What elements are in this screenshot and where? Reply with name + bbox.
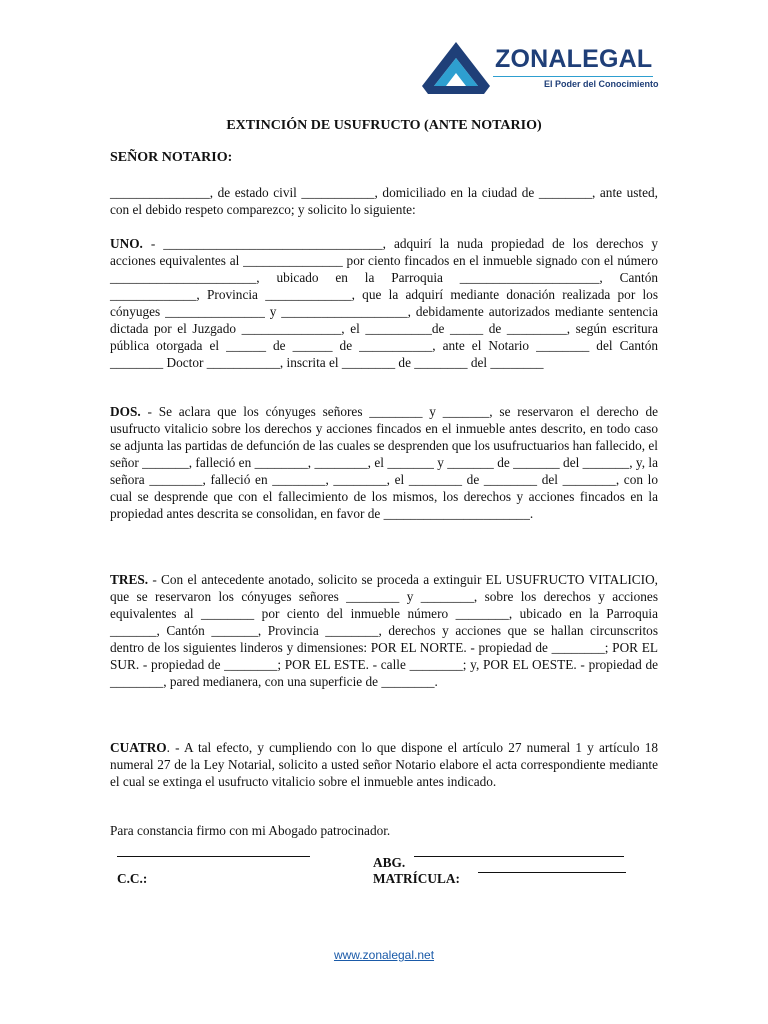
clause-text: - Se aclara que los cónyuges señores ________ y _______, se reservaron el derecho de usufructo vitalicio sobre los derechos y acciones fincados en el inmueble antes descrito, en todo caso se adjunta las partidas de defunción de las cuales se desprenden que los usufructuarios han fallecido, el señor _______, falleció en ________, ________, el _______ y _______ de _______ del _______, y, la señora ________, falleció en ________, ________, el ________ de ________ del ________, con lo cual se desprende que con el fallecimiento de los mismos, los derechos y acciones fincados en la propiedad antes descrita se consolidan, en favor de ______________________. bbox=[110, 404, 658, 521]
zonalegal-logo bbox=[420, 40, 660, 96]
zonalegal-mountain-logo-icon bbox=[420, 40, 492, 96]
brand-slogan: El Poder del Conocimiento bbox=[544, 79, 659, 89]
clause-text: - Con el antecedente anotado, solicito se proceda a extinguir EL USUFRUCTO VITALICIO, que se reservaron los cónyuges señores ________ y ________, sobre los derechos y acciones equivalentes al ________ por ciento del inmueble número ________, ubicado en la Parroquia _______, Cantón _______, Provincia ________, derechos y acciones que se hallan circunscritos dentro de los siguientes linderos y dimensiones: POR EL NORTE. - propiedad de ________; POR EL SUR. - propiedad de ________; POR EL ESTE. - calle ________; y, POR EL OESTE. - propiedad de ________, pared medianera, con una superficie de ________. bbox=[110, 572, 658, 689]
closing-line: Para constancia firmo con mi Abogado patrocinador. bbox=[110, 823, 391, 838]
salutation: SEÑOR NOTARIO: bbox=[110, 150, 233, 165]
matricula-label: MATRÍCULA: bbox=[373, 871, 460, 886]
clause-label: TRES. bbox=[110, 572, 149, 587]
lawyer-signature-line bbox=[414, 856, 624, 857]
clause-uno bbox=[110, 235, 658, 371]
cc-label: C.C.: bbox=[117, 871, 148, 886]
brand-name: ZONALEGAL bbox=[495, 45, 653, 73]
clause-cuatro bbox=[110, 739, 658, 790]
matricula-line bbox=[478, 872, 626, 873]
footer-website-link[interactable]: www.zonalegal.net bbox=[333, 948, 435, 962]
clause-text: . - A tal efecto, y cumpliendo con lo que dispone el artículo 27 numeral 1 y artículo 18 numeral 27 de la Ley Notarial, solicito a usted señor Notario elabore el acta correspondiente mediante el cual se extinga el usufructo vitalicio sobre el inmueble antes indicado. bbox=[110, 740, 658, 789]
clause-text: - _________________________________, adquirí la nuda propiedad de los derechos y acciones equivalentes al _______________ por ciento fincados en el inmueble signado con el número ______________________, ubicado en la Parroquia _____________________, Cantón _____________, Provincia _____________, que la adquirí mediante donación realizada por los cónyuges _______________ y ___________________, debidamente autorizados mediante sentencia dictada por el Juzgado _______________, el __________de _____ de _________, según escritura pública otorgada el ______ de ______ de ___________, ante el Notario ________ del Cantón ________ Doctor ___________, inscrita el ________ de ________ del ________ bbox=[110, 236, 658, 370]
clause-label: UNO. bbox=[110, 236, 143, 251]
abg-label: ABG. bbox=[373, 855, 406, 870]
clause-dos bbox=[110, 403, 658, 522]
client-signature-line bbox=[117, 856, 310, 857]
intro-paragraph: _______________, de estado civil ___________, domiciliado en la ciudad de ________, ante usted, con el debido respeto comparezco; y solicito lo siguiente: bbox=[110, 185, 658, 217]
clause-label: DOS. bbox=[110, 404, 141, 419]
clause-tres bbox=[110, 571, 658, 690]
document-title: EXTINCIÓN DE USUFRUCTO (ANTE NOTARIO) bbox=[226, 118, 542, 133]
brand-divider bbox=[493, 76, 653, 77]
clause-label: CUATRO bbox=[110, 740, 167, 755]
